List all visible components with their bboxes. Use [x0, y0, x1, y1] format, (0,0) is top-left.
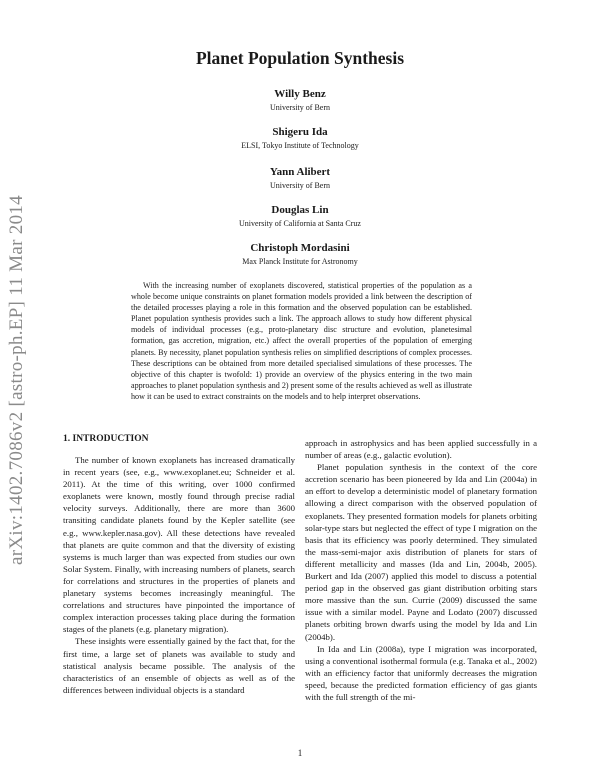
author-affiliation: University of Bern	[270, 181, 330, 190]
author-affiliation: ELSI, Tokyo Institute of Technology	[241, 141, 359, 150]
author-affiliation: University of Bern	[270, 103, 330, 112]
author-name: Douglas Lin	[271, 204, 329, 216]
page-number: 1	[297, 748, 303, 758]
author-affiliation: University of California at Santa Cruz	[239, 219, 361, 228]
arxiv-identifier-text: arXiv:1402.7086v2 [astro-ph.EP] 11 Mar 2014	[6, 195, 27, 565]
author-name: Willy Benz	[274, 88, 326, 100]
paragraph: The number of known exoplanets has increased dramatically in recent years (see, e.g., www.exoplanet.eu; Schneider et al. 2011). At the time of this writing, over 1000 confirmed exoplanets were known, mostly found through precise radial velocity surveys. Additionally, there are more than 3600 transiting candidate planets found by the Kepler satellite (see e.g., www.kepler.nasa.gov). All these detections have revealed that planets are quite common and that the diversity of existing systems is much larger than was expected from studies our own Solar System. Finally, with increasing numbers of planets, search for correlations and structures in the properties of planets and planetary systems becomes increasingly meaningful. The correlations and structures have pinpointed the importance of complex interaction processes taking place during the formation stages of the planets (e.g. planetary migration).	[63, 455, 295, 635]
section-heading: 1. INTRODUCTION	[63, 434, 149, 444]
paper-title: Planet Population Synthesis	[195, 48, 405, 68]
author-block	[0, 166, 600, 191]
paragraph: These insights were essentially gained by the fact that, for the first time, a large set of planets was available to study and statistical analysis became possible. The analysis of the characteristics of an ensemble of objects as well as of the differences between individual objects is a standard	[63, 636, 295, 695]
author-name: Yann Alibert	[269, 166, 331, 178]
author-block	[0, 88, 600, 113]
author-name: Christoph Mordasini	[250, 242, 350, 254]
paragraph: approach in astrophysics and has been applied successfully in a number of areas (e.g., galactic evolution).	[305, 438, 537, 461]
author-name: Shigeru Ida	[272, 126, 328, 138]
left-column	[63, 434, 295, 696]
author-block	[0, 204, 600, 229]
paragraph: In Ida and Lin (2008a), type I migration was incorporated, using a conventional isothermal formula (e.g. Tanaka et al., 2002) with an efficiency factor that uniformly decreases the migration speed, because the predicted formation efficiency of gas giants with the full strength of the mi-	[305, 643, 537, 702]
right-column	[305, 437, 537, 703]
author-block	[0, 126, 600, 151]
author-block	[0, 242, 600, 267]
abstract: With the increasing number of exoplanets discovered, statistical properties of the population as a whole become unique constraints on planet formation models provided a link between the description of the detailed processes playing a role in this formation and the observed population can be established. Planet population synthesis provides such a link. The approach allows to study how different physical models of individual processes (e.g., proto-planetary disc structure and evolution, planetesimal formation, gas accretion, migration, etc.) affect the overall properties of the population of emerging planets. By necessity, planet population synthesis relies on simplified descriptions of complex processes. These descriptions can be obtained from more detailed specialised simulations of these processes. The objective of this chapter is twofold: 1) provide an overview of the physics entering in the two main approaches to planet population synthesis and 2) present some of the results achieved as well as illustrate how it can be used to extract constraints on the models and to help interpret observations.	[131, 281, 472, 401]
paragraph: Planet population synthesis in the context of the core accretion scenario has been pioneered by Ida and Lin (2004a) in an effort to develop a deterministic model of planetary formation allowing a direct comparison with the observed population of exoplanets. They presented formation models for planets orbiting solar-type stars but neglected the effect of type I migration on the basis that its efficiency was poorly determined. They simulated the mass-semi-major axis distribution of planets for stars of different metallicity and masses (Ida and Lin, 2004b, 2005). Burkert and Ida (2007) applied this model to discuss a potential period gap in the observed gas giant distribution orbiting stars more massive than the sun. Currie (2009) discussed the same issue with a similar model. Payne and Lodato (2007) discussed planets orbiting brown dwarfs using the model by Ida and Lin (2004b).	[305, 462, 537, 642]
author-affiliation: Max Planck Institute for Astronomy	[242, 257, 358, 266]
